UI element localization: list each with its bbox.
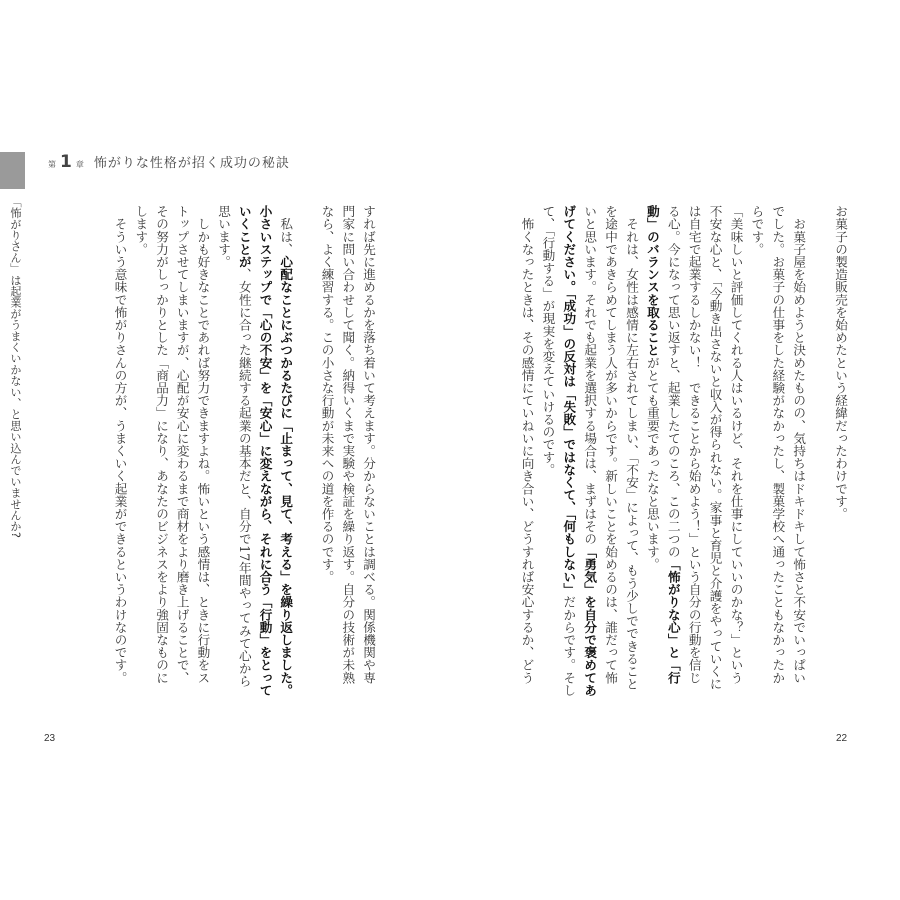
text-column: [621, 205, 641, 705]
text-column: [517, 205, 537, 705]
body-text: がとても重要であったなと思います。: [644, 356, 660, 571]
emphasized-text: 心配なことにぶつかるたびに「止まって、見て、考える」を繰り返しました。: [278, 255, 294, 697]
body-text: 、女性に合った継続する起業の基本だと、自分で17年間やってみて心から: [236, 268, 252, 688]
body-text: しかも好きなことであれば努力できますよね。怖いという感情は、ときに行動をス: [195, 205, 211, 684]
text-column: [172, 205, 192, 705]
body-text: 不安な心と、「今動き出さないと収入が得られない。家事と育児と介護をやっていくに: [707, 205, 723, 691]
body-text: お菓子の製造販売を始めたという経緯だったわけです。: [833, 205, 848, 520]
text-column: [705, 205, 725, 705]
body-text: トップさせてしまいますが、心配が安心に変わるまで商材をより磨き上げることで、: [174, 205, 190, 684]
body-text: すれば先に進めるかを落ち着いて考えます。分からないことは調べる。関係機関や専: [361, 205, 376, 684]
body-text: いと思います。それでも起業を選択する場合は、まずはその: [582, 205, 598, 546]
text-column: [726, 205, 746, 705]
text-column: [358, 205, 378, 705]
text-column: [767, 205, 787, 705]
text-column: [130, 205, 150, 705]
body-text: 門家に問い合わせして聞く。納得いくまで実験や検証を繰り返す。自分の技術が未熟: [340, 205, 356, 684]
text-column: [788, 205, 808, 705]
body-text: は自宅で起業するしかない！ できることから始めよう！」という自分の行動を信じ: [686, 205, 702, 684]
text-column: [151, 205, 171, 705]
body-text: る心。今になって思い返すと、起業したてのころ、この二つの: [665, 205, 681, 558]
body-text: お菓子屋を始めようと決めたものの、気持ちはドキドキして怖さと不安でいっぱい: [791, 205, 807, 684]
section-side-title: 「怖がりさん」は起業がうまくいかない、と思い込んでいませんか?: [9, 196, 22, 538]
body-text: 思います。: [216, 205, 232, 268]
body-text: それは、女性は感情に左右されてしまい、「不安」によって、もう少しでできること: [624, 205, 639, 691]
text-column: [337, 205, 357, 705]
chapter-title: 怖がりな性格が招く成功の秘訣: [93, 156, 290, 171]
text-column: [537, 205, 557, 705]
chapter-tab-marker: [0, 152, 25, 189]
body-text: でした。お菓子の仕事をした経験がなかったし、製菓学校へ通ったこともなかったか: [770, 205, 786, 684]
text-column: [558, 205, 578, 705]
body-text: その努力がしっかりとした「商品力」になり、あなたのビジネスをより強固なものに: [154, 205, 169, 684]
text-column: [110, 205, 130, 705]
body-text: らです。: [749, 205, 765, 256]
body-text: そういう意味で怖がりさんの方が、うまくいく起業ができるというわけなのです。: [112, 205, 128, 684]
text-column: [684, 205, 704, 705]
text-column: [663, 205, 683, 705]
body-text: 怖くなったときは、その感情にていねいに向き合い、どうすれば安心するか、どう: [519, 205, 535, 684]
text-column: [830, 205, 850, 705]
body-text: なら、よく練習する。この小さな行動が未来への道を作るのです。: [319, 205, 335, 583]
emphasized-text: 小さいステップで「心の不安」を「安心」に変えながら、それに合う「行動」をとって: [257, 205, 273, 697]
emphasized-text: いくことが: [236, 205, 252, 268]
chapter-suffix: 章: [75, 160, 84, 169]
emphasized-text: 「怖がりな心」と「行: [665, 557, 681, 684]
text-column: [746, 205, 766, 705]
text-column: [317, 205, 337, 705]
text-column: [600, 205, 620, 705]
body-text: 「美味しいと評価してくれる人はいるけど、それを仕事にしていいのかな？」という: [728, 205, 744, 684]
body-text: 私は、: [278, 205, 294, 256]
text-column: [579, 205, 599, 705]
page-number-left: 23: [44, 733, 56, 744]
text-column: [234, 205, 254, 705]
emphasized-text: 「勇気」を自分で褒めてあ: [582, 545, 598, 697]
text-column: [275, 205, 295, 705]
chapter-number: 1: [60, 152, 72, 172]
emphasized-text: 動」のバランスを取ること: [644, 205, 660, 357]
page-number-right: 22: [836, 733, 848, 744]
running-header: [48, 152, 290, 172]
chapter-prefix: 第: [48, 160, 56, 169]
text-column: [213, 205, 233, 705]
text-column: [642, 205, 662, 705]
body-text: て、「行動する」が現実を変えていけるのです。: [540, 205, 556, 476]
text-column: [255, 205, 275, 705]
text-column: [192, 205, 212, 705]
body-text: だからです。そし: [561, 595, 577, 697]
body-text: します。: [133, 205, 149, 256]
body-text: を途中であきらめてしまう人が多いからです。新しいことを始めるのは、誰だって怖: [603, 205, 619, 684]
emphasized-text: げてください。「成功」の反対は「失敗」ではなくて、「何もしない」: [561, 205, 577, 596]
